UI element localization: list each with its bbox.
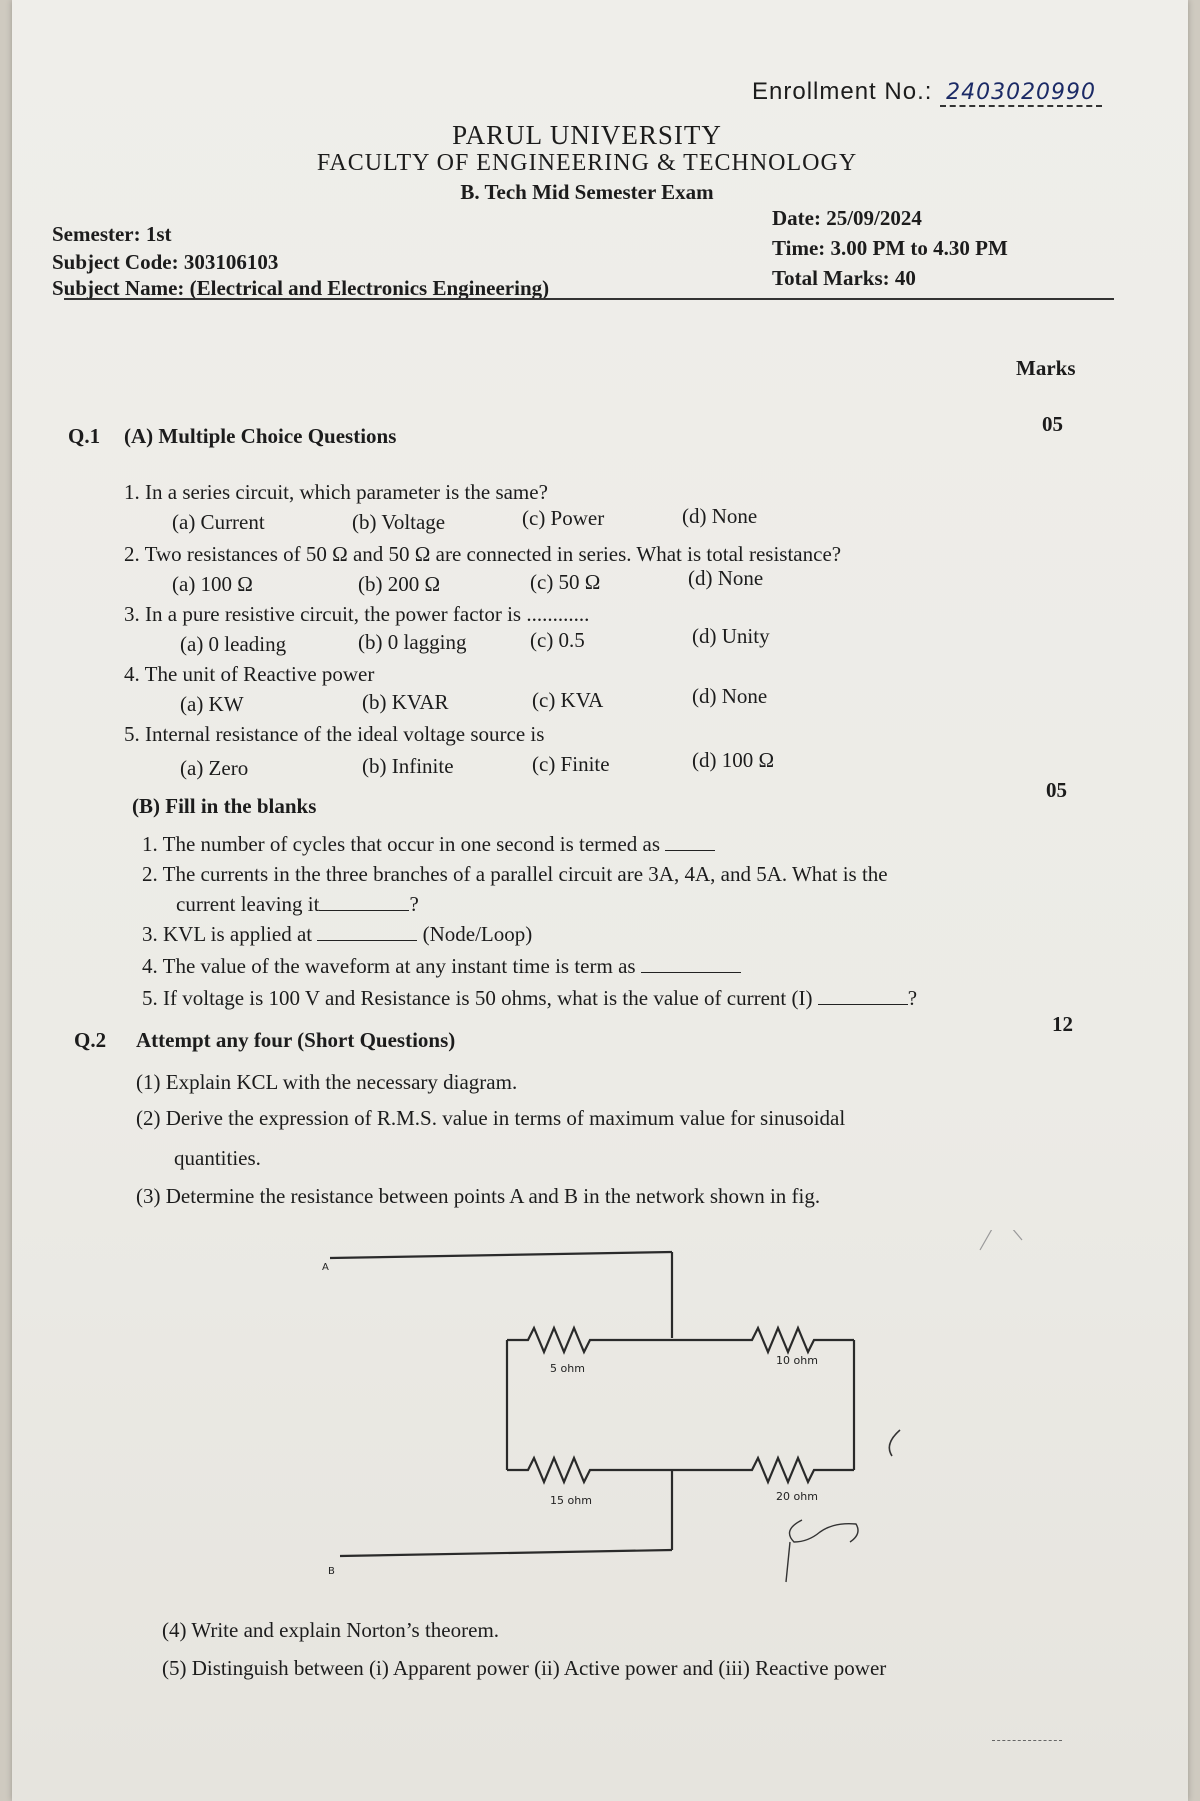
subject-code: Subject Code: 303106103	[52, 250, 279, 274]
footer-rule	[992, 1740, 1062, 1741]
blank-text: current leaving it	[176, 892, 320, 916]
q1b-title: (B) Fill in the blanks	[132, 794, 317, 818]
blank-3	[142, 922, 532, 947]
mcq-option: (b) 0 lagging	[358, 630, 467, 654]
q2-item-2-cont: quantities.	[174, 1146, 261, 1170]
item-text: Determine the resistance between points A and B in the network shown in fig.	[165, 1184, 821, 1208]
blank-text: If voltage is 100 V and Resistance is 50 ohms, what is the value of current (I)	[163, 986, 813, 1010]
mcq-number: 2.	[124, 542, 140, 566]
mcq-option: (c) 50 Ω	[530, 570, 601, 594]
faculty-name: FACULTY OF ENGINEERING & TECHNOLOGY	[316, 150, 858, 176]
item-number: (4)	[162, 1618, 187, 1642]
blank-tail: (Node/Loop)	[422, 922, 533, 946]
mcq-text: The unit of Reactive power	[144, 662, 375, 686]
subject-name: Subject Name: (Electrical and Electronics Engineering)	[52, 276, 550, 300]
blank-number: 3.	[142, 922, 158, 946]
enrollment-label: Enrollment No.:	[752, 78, 933, 105]
mcq-option: (a) Zero	[180, 756, 249, 780]
q2-title: Attempt any four (Short Questions)	[136, 1028, 456, 1052]
resistor-10-label: 10 ohm	[776, 1354, 818, 1367]
mcq-text: In a series circuit, which parameter is the same?	[145, 480, 548, 504]
resistor-15-label: 15 ohm	[550, 1494, 592, 1507]
item-number: (1)	[136, 1070, 161, 1094]
pen-mark	[889, 1430, 900, 1456]
q1b-marks: 05	[1046, 778, 1067, 802]
mcq-number: 3.	[124, 602, 140, 626]
q2-marks: 12	[1052, 1012, 1073, 1036]
blank-text: KVL is applied at	[163, 922, 313, 946]
exam-date: Date: 25/09/2024	[772, 206, 922, 230]
resistor-5-label: 5 ohm	[550, 1362, 585, 1375]
answer-blank	[319, 892, 409, 911]
answer-blank	[317, 922, 417, 941]
enrollment-value: 2403020990	[940, 80, 1102, 107]
mcq-2	[124, 542, 841, 567]
q1-label: Q.1	[68, 424, 101, 448]
blank-2	[142, 862, 888, 887]
mcq-option: (a) 0 leading	[180, 632, 287, 656]
answer-blank	[665, 832, 715, 851]
q2-label: Q.2	[74, 1028, 107, 1052]
node-a-label: A	[322, 1262, 329, 1273]
mcq-option: (c) Power	[522, 506, 605, 530]
wire-a	[330, 1252, 672, 1258]
top-branch	[507, 1328, 854, 1352]
blank-number: 5.	[142, 986, 158, 1010]
wire-b	[340, 1550, 672, 1556]
blank-number: 2.	[142, 862, 158, 886]
blank-number: 1.	[142, 832, 158, 856]
mcq-option: (b) 200 Ω	[358, 572, 441, 596]
mcq-1	[124, 480, 548, 505]
mcq-option: (b) Voltage	[352, 510, 446, 534]
mcq-option: (d) Unity	[692, 624, 770, 648]
blank-text: The number of cycles that occur in one second is termed as	[162, 832, 661, 856]
node-b-label: B	[328, 1566, 335, 1577]
mcq-text: Two resistances of 50 Ω and 50 Ω are connected in series. What is total resistance?	[144, 542, 842, 566]
blank-5	[142, 986, 917, 1011]
mcq-option: (a) Current	[172, 510, 265, 534]
mcq-number: 5.	[124, 722, 140, 746]
answer-blank	[641, 954, 741, 973]
blank-2-cont	[176, 892, 419, 917]
bottom-branch	[507, 1458, 854, 1482]
mcq-option: (d) None	[688, 566, 764, 590]
item-text: Derive the expression of R.M.S. value in terms of maximum value for sinusoidal	[165, 1106, 846, 1130]
item-number: (5)	[162, 1656, 187, 1680]
item-number: (2)	[136, 1106, 161, 1130]
q1a-title: (A) Multiple Choice Questions	[124, 424, 397, 448]
university-name: PARUL UNIVERSITY	[452, 120, 722, 150]
mcq-option: (b) KVAR	[362, 690, 449, 714]
mcq-option: (b) Infinite	[362, 754, 454, 778]
mcq-option: (c) Finite	[532, 752, 610, 776]
item-text: Explain KCL with the necessary diagram.	[165, 1070, 518, 1094]
mcq-option: (c) KVA	[532, 688, 604, 712]
answer-blank	[818, 986, 908, 1005]
blank-text: The value of the waveform at any instant time is term as	[162, 954, 636, 978]
q2-item-2	[136, 1106, 845, 1131]
mcq-option: (d) 100 Ω	[692, 748, 775, 772]
blank-number: 4.	[142, 954, 158, 978]
item-text: Write and explain Norton’s theorem.	[191, 1618, 500, 1642]
mcq-option: (a) KW	[180, 692, 244, 716]
q1a-marks: 05	[1042, 412, 1063, 436]
mcq-number: 4.	[124, 662, 140, 686]
resistor-network-figure	[12, 1230, 1112, 1610]
mcq-3	[124, 602, 589, 627]
mcq-option: (d) None	[692, 684, 768, 708]
q2-item-1	[136, 1070, 517, 1095]
pen-mark	[786, 1542, 790, 1582]
blank-4	[142, 954, 741, 979]
exam-name: B. Tech Mid Semester Exam	[460, 180, 714, 204]
mcq-option: (d) None	[682, 504, 758, 528]
pen-mark	[790, 1520, 859, 1542]
header-rule	[64, 298, 1114, 300]
mcq-number: 1.	[124, 480, 140, 504]
exam-paper	[12, 0, 1188, 1801]
item-text: Distinguish between (i) Apparent power (ii) Active power and (iii) Reactive power	[191, 1656, 887, 1680]
q2-item-3	[136, 1184, 820, 1209]
marks-heading: Marks	[1016, 356, 1076, 380]
resistor-20-label: 20 ohm	[776, 1490, 818, 1503]
mcq-text: Internal resistance of the ideal voltage source is	[145, 722, 545, 746]
enrollment-line	[752, 78, 1102, 106]
mcq-5	[124, 722, 544, 747]
total-marks: Total Marks: 40	[772, 266, 916, 290]
exam-time: Time: 3.00 PM to 4.30 PM	[772, 236, 1008, 260]
mcq-option: (a) 100 Ω	[172, 572, 253, 596]
blank-tail: ?	[409, 892, 419, 916]
mcq-option: (c) 0.5	[530, 628, 585, 652]
blank-text: The currents in the three branches of a parallel circuit are 3A, 4A, and 5A. What is the	[162, 862, 888, 886]
blank-1	[142, 832, 715, 857]
q2-item-5	[162, 1656, 886, 1681]
mcq-text: In a pure resistive circuit, the power factor is ............	[145, 602, 590, 626]
semester: Semester: 1st	[52, 222, 172, 246]
mcq-4	[124, 662, 374, 687]
blank-tail: ?	[907, 986, 918, 1010]
pen-mark	[980, 1230, 1022, 1250]
q2-item-4	[162, 1618, 499, 1643]
item-number: (3)	[136, 1184, 161, 1208]
